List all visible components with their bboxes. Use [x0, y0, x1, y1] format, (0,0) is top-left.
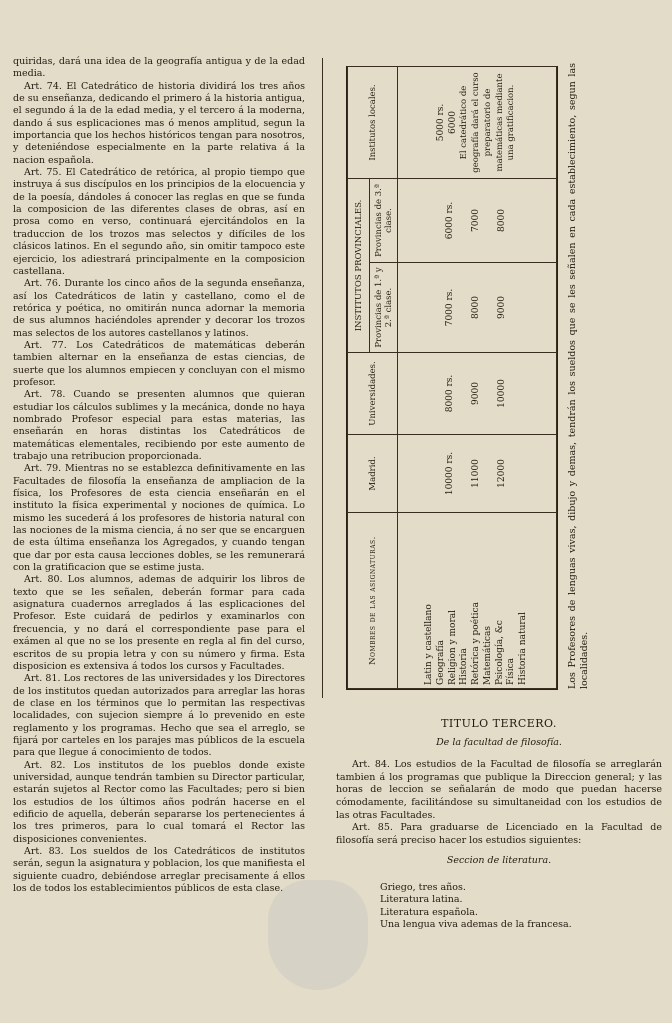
salary-value: 8000: [496, 209, 507, 232]
subjects-cell: [398, 513, 557, 689]
list-item: Literatura latina.: [380, 894, 463, 906]
salary-value: 12000: [496, 459, 507, 488]
subject-item: Matemáticas: [482, 626, 493, 685]
salary-table: [347, 66, 557, 689]
header-provincial-institutes: INSTITUTOS PROVINCIALES.: [348, 179, 370, 353]
salary-value: 10000: [496, 379, 507, 408]
article-74: Art. 74. El Catedrático de historia dividirá los tres años de su enseñanza, dedicando el primero á la historia antigua, el segundo á la de la edad media, y el tercero á la moderna, dando á sus esplicaciones mas ó menos amplitud, segun la importancia que los hechos históricos tengan para nosotros, y deteniéndose especialmente en la parte relativa á la nacion española.: [13, 80, 305, 166]
list-item: Una lengua viva ademas de la francesa.: [380, 919, 572, 931]
salary-value: 8000 rs.: [445, 374, 456, 413]
salary-value: 8000: [471, 296, 482, 319]
local-cell: [398, 67, 557, 179]
universities-cell: [398, 353, 557, 435]
table-footnote-frame: [566, 64, 590, 690]
header-madrid: Madrid.: [348, 435, 398, 513]
article-85: Art. 85. Para graduarse de Licenciado en la Facultad de filosofía será preciso hacer los estudios siguientes:: [336, 822, 662, 846]
salary-value: 6000 rs.: [445, 201, 456, 240]
salary-value: 9000: [471, 382, 482, 405]
section-title: TITULO TERCERO.: [441, 717, 557, 730]
left-column: [13, 56, 305, 895]
subject-item: Historia: [459, 648, 470, 685]
salary-value: 11000: [471, 459, 482, 488]
article-81: Art. 81. Los rectores de las universidades y los Directores de los institutos quedan autorizados para arreglar las horas de clase en los términos que lo permitan las respectivas localidades, con sujecion siempre á lo prevenido en este reglamento y los programas. Hecho que sea el arreglo, se fijará por carteles en los parajes mas públicos de la escuela para que llegue á conocimiento de todos.: [13, 673, 305, 759]
table-footnote: Los Profesores de lenguas vivas, dibujo y demas, tendrán los sueldos que se les señalen en cada establecimiento, segun las localidades.: [567, 63, 590, 689]
article-75: Art. 75. El Catedrático de retórica, al propio tiempo que instruya á sus discípulos en los principios de la elocuencia y de la poesía, dándoles á conocer las reglas en que se funda la composicion de las diferentes clases de obras, así en prosa como en verso, continuará ejercitándolos en la traduccion de los trozos mas selectos y difíciles de los clásicos latinos. En el segundo año, sin omitir tampoco este ejercicio, los adiestrará principalmente en la composicion castellana.: [13, 167, 305, 277]
salary-value: 5000 rs.: [435, 103, 446, 142]
subject-item: Física: [506, 657, 517, 685]
subject-item: Psicología, &c: [494, 620, 505, 685]
local-note: El catedrático de geografía dará el curso preparatorio de matemáticas mediante una gratificacion.: [459, 72, 517, 173]
header-local-institutes: Institutos locales.: [348, 67, 398, 179]
subject-item: Retórica y poética: [471, 602, 482, 685]
prov12-cell: [398, 263, 557, 353]
article-77: Art. 77. Los Catedráticos de matemáticas deberán tambien alternar en la enseñanza de estas ciencias, de suerte que los alumnos empiecen y concluyan con el mismo profesor.: [13, 339, 305, 388]
salary-table-frame: [346, 66, 558, 690]
section-subtitle: De la facultad de filosofía.: [436, 736, 562, 748]
salary-value: 7000 rs.: [445, 288, 456, 327]
header-subjects: Nombres de las asignaturas.: [348, 513, 398, 689]
salary-value: 7000: [471, 209, 482, 232]
right-column: [336, 718, 662, 932]
header-prov-3: Provincias de 3.ª clase.: [370, 179, 398, 263]
article-83: Art. 83. Los sueldos de los Catedráticos de institutos serán, segun la asignatura y poblacion, los que manifiesta el siguiente cuadro, debiéndose arreglar precisamente á ellos los de todos los establecimientos públicos de esta clase.: [13, 846, 305, 895]
paragraph: quiridas, dará una idea de la geografía antigua y de la edad media.: [13, 56, 305, 80]
subject-item: Religion y moral: [447, 609, 458, 685]
madrid-cell: [398, 435, 557, 513]
header-prov-1-2: Provincias de 1.ª y 2.ª clase.: [370, 263, 398, 353]
list-item: Griego, tres años.: [380, 881, 466, 893]
subject-item: Latin y castellano: [423, 604, 434, 685]
study-list: [380, 882, 662, 932]
salary-value: 9000: [496, 296, 507, 319]
column-divider: [322, 58, 323, 698]
article-76: Art. 76. Durante los cinco años de la segunda enseñanza, así los Catedráticos de latin y castellano, como el de retórica y poética, no omitirán nunca adornar la memoria de sus alumnos haciéndoles aprender y decorar los trozos mas selectos de los autores castellanos y latinos.: [13, 278, 305, 339]
subject-item: Historia natural: [518, 612, 529, 685]
subject-item: Geografía: [435, 640, 446, 685]
article-82: Art. 82. Los institutos de los pueblos donde existe universidad, aunque tendrán tambien su Director particular, estarán sujetos al Rector como las Facultades; pero si bien los estudios de los últimos años podrán hacerse en el edificio de aquella, deberán separarse los pertenecientes á los tres primeros, para lo cual tomará el Rector las disposiciones convenientes.: [13, 759, 305, 845]
header-universities: Universidades.: [348, 353, 398, 435]
article-84: Art. 84. Los estudios de la Facultad de filosofía se arreglarán tambien á los programas que publique la Direccion general; y las horas de leccion se señalarán de modo que puedan hacerse cómodamente, facilitándose su simultaneidad con los estudios de las otras Facultades.: [336, 759, 662, 821]
salary-value: 10000 rs.: [445, 451, 456, 496]
list-item: Literatura española.: [380, 906, 478, 918]
salary-value: 6000: [447, 111, 458, 134]
literature-section-heading: Seccion de literatura.: [446, 855, 552, 867]
article-79: Art. 79. Mientras no se establezca definitivamente en las Facultades de filosofía la enseñanza de ampliacion de la física, los Profesores de esta ciencia enseñarán en el instituto la física experimental y nociones de química. Lo mismo les sucederá á los profesores de historia natural con las nociones de la misma ciencia, á no ser que se encarguen de esta última enseñanza los Agregados, y cuando tengan que dar por esta causa lecciones dobles, se les remunerará con la gratificacion que se estime justa.: [13, 463, 305, 574]
prov3-cell: [398, 179, 557, 263]
article-80: Art. 80. Los alumnos, ademas de adquirir los libros de texto que se les señalen, deberán formar para cada asignatura cuadernos arreglados á las esplicaciones del Profesor. Este cuidará de pedirlos y examinarlos con frecuencia, y no dará el correspondiente pase para el exámen al que no se los presente en regla al fin del curso, escritos de su propia letra y con su número y firma. Esta disposicion es extensiva á todos los cursos y Facultades.: [13, 574, 305, 672]
article-78: Art. 78. Cuando se presenten alumnos que quieran estudiar los cálculos sublimes y la mecánica, donde no haya nombrado Profesor especial para estas materias, las enseñarán en horas distintas los Catedráticos de matemáticas elementales, recibiendo por este aumento de trabajo una retribucion proporcionada.: [13, 389, 305, 462]
